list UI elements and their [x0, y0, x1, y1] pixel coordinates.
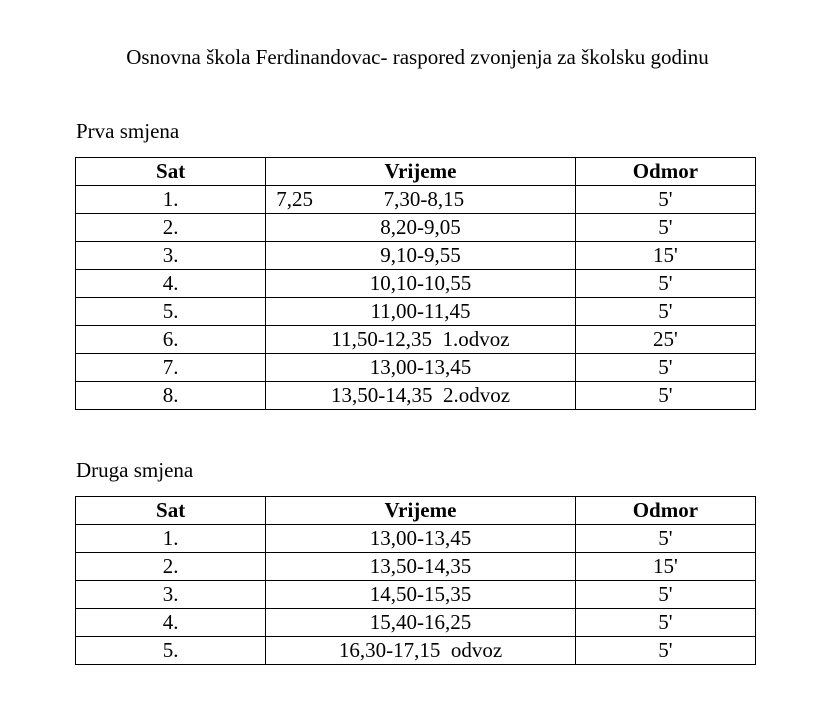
cell-vrijeme: 8,20-9,05 [266, 214, 575, 242]
table-row [76, 382, 756, 410]
cell-time: 7,30-8,15 [383, 187, 465, 211]
cell-odmor: 5' [575, 214, 755, 242]
cell-vrijeme: 14,50-15,35 [266, 581, 575, 609]
table-header-row [76, 158, 756, 186]
table-row [76, 242, 756, 270]
cell-odmor: 25' [575, 326, 755, 354]
cell-sat: 5. [76, 637, 266, 665]
cell-odmor: 5' [575, 525, 755, 553]
cell-vrijeme: 11,00-11,45 [266, 298, 575, 326]
table-row [76, 609, 756, 637]
cell-sat: 2. [76, 214, 266, 242]
cell-vrijeme: 11,50-12,35 1.odvoz [266, 326, 575, 354]
shift1-title: Prva smjena [76, 119, 180, 143]
cell-vrijeme: 16,30-17,15 odvoz [266, 637, 575, 665]
cell-odmor: 5' [575, 354, 755, 382]
cell-odmor: 15' [575, 242, 755, 270]
cell-odmor: 5' [575, 609, 755, 637]
cell-sat: 2. [76, 553, 266, 581]
cell-sat: 8. [76, 382, 266, 410]
cell-sat: 4. [76, 609, 266, 637]
document-title: Osnovna škola Ferdinandovac- raspored zvonjenja za školsku godinu [126, 45, 709, 69]
table-row [76, 270, 756, 298]
table-row [76, 581, 756, 609]
header-odmor: Odmor [575, 497, 755, 525]
cell-odmor: 5' [575, 186, 755, 214]
cell-sat: 7. [76, 354, 266, 382]
table-row [76, 298, 756, 326]
cell-sat: 3. [76, 242, 266, 270]
cell-vrijeme: 13,00-13,45 [266, 525, 575, 553]
cell-odmor: 5' [575, 581, 755, 609]
cell-vrijeme [266, 186, 575, 214]
table-row [76, 326, 756, 354]
table-row [76, 214, 756, 242]
cell-sat: 1. [76, 525, 266, 553]
table-header-row [76, 497, 756, 525]
cell-sat: 6. [76, 326, 266, 354]
header-odmor: Odmor [575, 158, 755, 186]
cell-sat: 1. [76, 186, 266, 214]
table-row [76, 186, 756, 214]
header-vrijeme: Vrijeme [266, 158, 575, 186]
table-row [76, 553, 756, 581]
cell-vrijeme: 15,40-16,25 [266, 609, 575, 637]
shift2-table [75, 496, 756, 665]
cell-odmor: 15' [575, 553, 755, 581]
cell-odmor: 5' [575, 637, 755, 665]
shift2-title: Druga smjena [76, 458, 194, 482]
cell-vrijeme: 13,50-14,35 2.odvoz [266, 382, 575, 410]
cell-odmor: 5' [575, 382, 755, 410]
cell-odmor: 5' [575, 270, 755, 298]
cell-sat: 4. [76, 270, 266, 298]
header-vrijeme: Vrijeme [266, 497, 575, 525]
shift1-table [75, 157, 756, 410]
cell-pre-time: 7,25 [276, 187, 314, 211]
cell-vrijeme: 13,00-13,45 [266, 354, 575, 382]
cell-vrijeme: 13,50-14,35 [266, 553, 575, 581]
header-sat: Sat [76, 158, 266, 186]
header-sat: Sat [76, 497, 266, 525]
cell-vrijeme: 9,10-9,55 [266, 242, 575, 270]
cell-vrijeme: 10,10-10,55 [266, 270, 575, 298]
cell-sat: 3. [76, 581, 266, 609]
cell-odmor: 5' [575, 298, 755, 326]
table-row [76, 354, 756, 382]
table-row [76, 525, 756, 553]
cell-sat: 5. [76, 298, 266, 326]
table-row [76, 637, 756, 665]
